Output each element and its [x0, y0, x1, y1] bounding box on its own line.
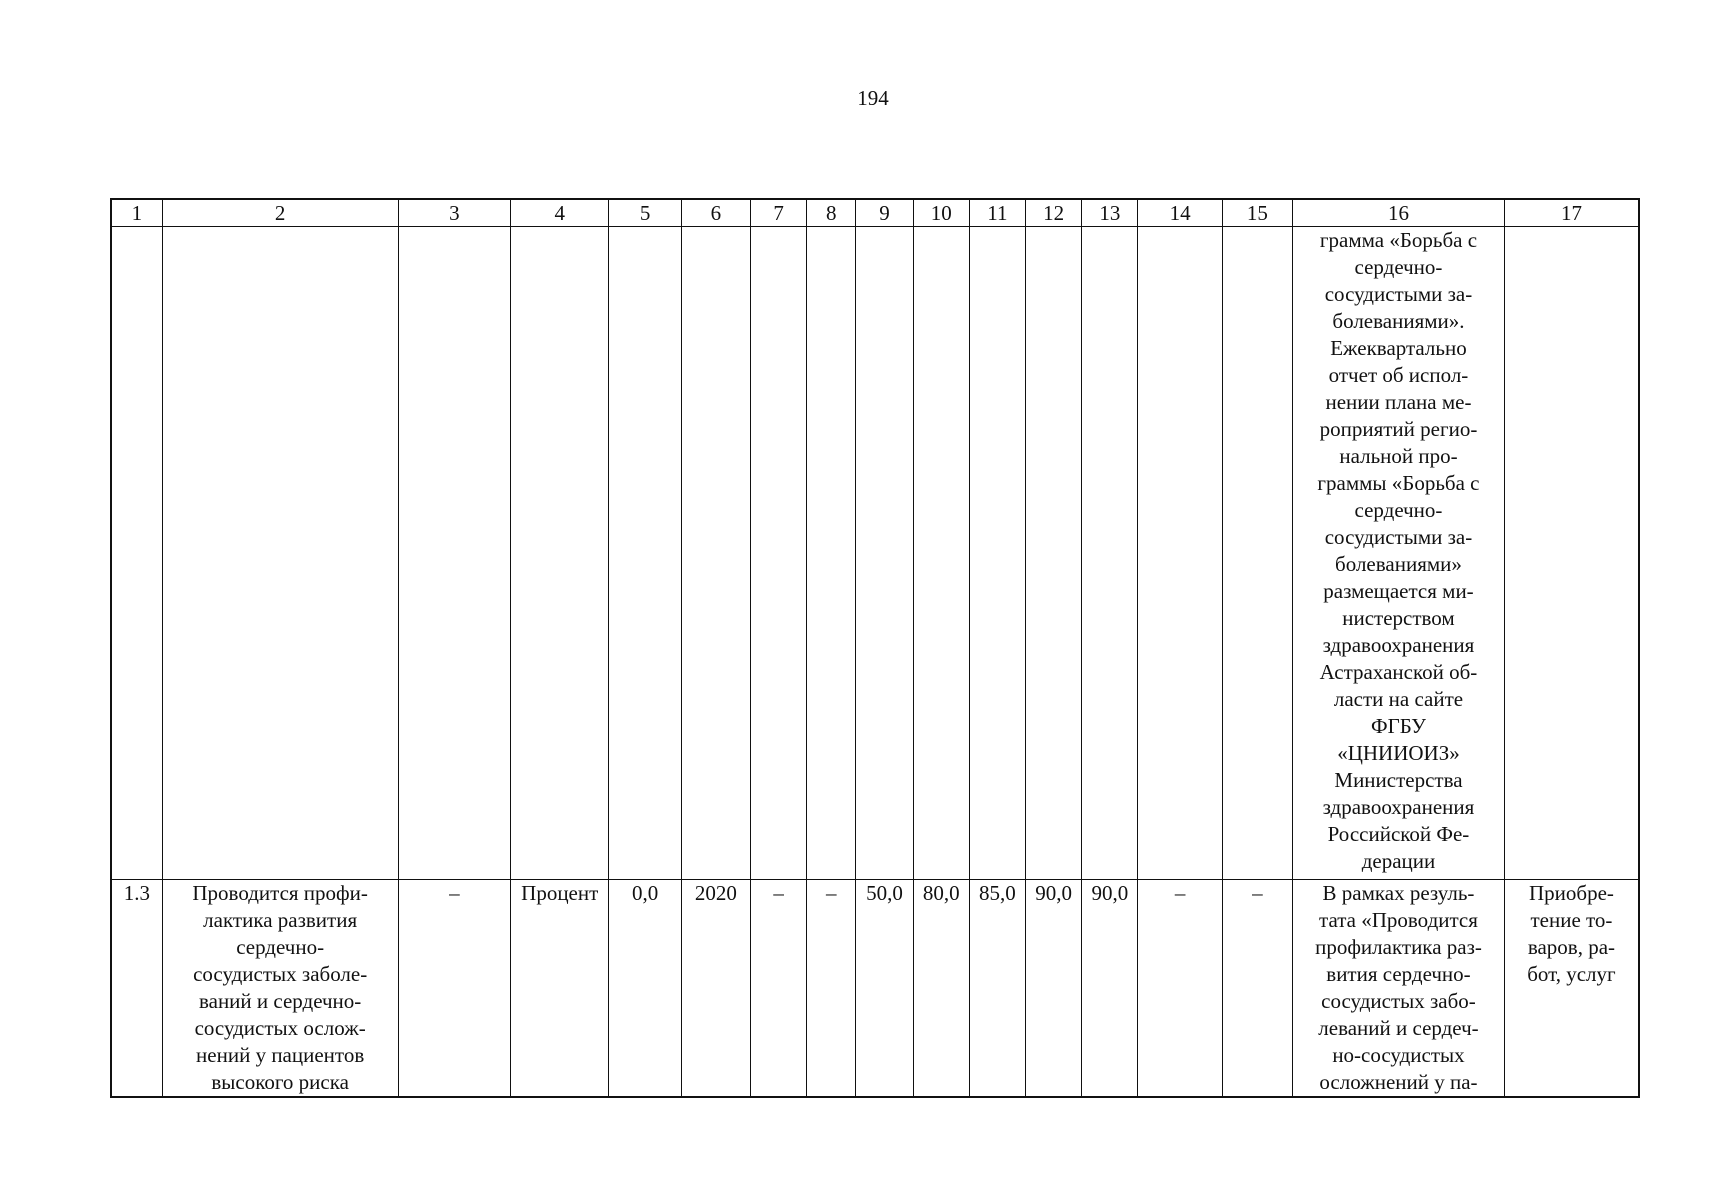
header-cell-11: 11	[969, 199, 1025, 227]
cell-empty	[398, 227, 510, 880]
header-cell-15: 15	[1222, 199, 1292, 227]
header-cell-9: 9	[856, 199, 913, 227]
continuation-row	[111, 227, 1639, 880]
row-number: 1.3	[111, 880, 162, 1098]
cell-empty	[856, 227, 913, 880]
page-number: 194	[857, 86, 889, 110]
cell-empty	[969, 227, 1025, 880]
continuation-description: грамма «Борьба с сердечно- сосудистыми за- болеваниями». Ежеквартально отчет об испол- нении плана ме- роприятий регио- нальной про- граммы «Борьба с сердечно- сосудистыми за- болеваниями» размещается ми- нистерством здравоохранения Астраханской об- ласти на сайте ФГБУ «ЦНИИОИЗ» Министерства здравоохранения Российской Фе- дерации	[1293, 227, 1505, 880]
cell-empty	[1082, 227, 1138, 880]
header-cell-14: 14	[1138, 199, 1222, 227]
cell-empty	[1222, 227, 1292, 880]
cell-empty	[807, 227, 856, 880]
base-year-cell: 2020	[681, 880, 750, 1098]
header-cell-17: 17	[1504, 199, 1639, 227]
cell-col15: –	[1222, 880, 1292, 1098]
header-cell-12: 12	[1026, 199, 1082, 227]
value-cell-col10: 80,0	[913, 880, 969, 1098]
header-cell-7: 7	[750, 199, 806, 227]
header-cell-2: 2	[162, 199, 398, 227]
base-value-cell: 0,0	[609, 880, 681, 1098]
cell-empty	[111, 227, 162, 880]
cell-col8: –	[807, 880, 856, 1098]
table-row-1-3	[111, 880, 1639, 1098]
cell-empty	[681, 227, 750, 880]
cell-empty	[162, 227, 398, 880]
value-cell-col9: 50,0	[856, 880, 913, 1098]
cell-col14: –	[1138, 880, 1222, 1098]
indicator-name: Проводится профи- лактика развития сердечно- сосудистых заболе- ваний и сердечно- сосудистых ослож- нений у пациентов высокого риска	[162, 880, 398, 1098]
cell-empty	[750, 227, 806, 880]
expense-type-cell: Приобре- тение то- варов, ра- бот, услуг	[1504, 880, 1639, 1098]
indicators-table	[110, 198, 1640, 1098]
cell-col7: –	[750, 880, 806, 1098]
cell-col3: –	[398, 880, 510, 1098]
cell-empty	[913, 227, 969, 880]
header-cell-13: 13	[1082, 199, 1138, 227]
header-cell-5: 5	[609, 199, 681, 227]
header-cell-3: 3	[398, 199, 510, 227]
header-cell-4: 4	[511, 199, 609, 227]
header-cell-8: 8	[807, 199, 856, 227]
header-cell-10: 10	[913, 199, 969, 227]
cell-empty	[1026, 227, 1082, 880]
cell-empty	[609, 227, 681, 880]
value-cell-col13: 90,0	[1082, 880, 1138, 1098]
result-description: В рамках резуль- тата «Проводится профилактика раз- вития сердечно- сосудистых забо- леваний и сердеч- но-сосудистых осложнений у па-	[1293, 880, 1505, 1098]
header-row	[111, 199, 1639, 227]
cell-empty	[1138, 227, 1222, 880]
header-cell-6: 6	[681, 199, 750, 227]
header-cell-1: 1	[111, 199, 162, 227]
cell-empty	[1504, 227, 1639, 880]
cell-empty	[511, 227, 609, 880]
value-cell-col12: 90,0	[1026, 880, 1082, 1098]
unit-cell: Процент	[511, 880, 609, 1098]
value-cell-col11: 85,0	[969, 880, 1025, 1098]
header-cell-16: 16	[1293, 199, 1505, 227]
